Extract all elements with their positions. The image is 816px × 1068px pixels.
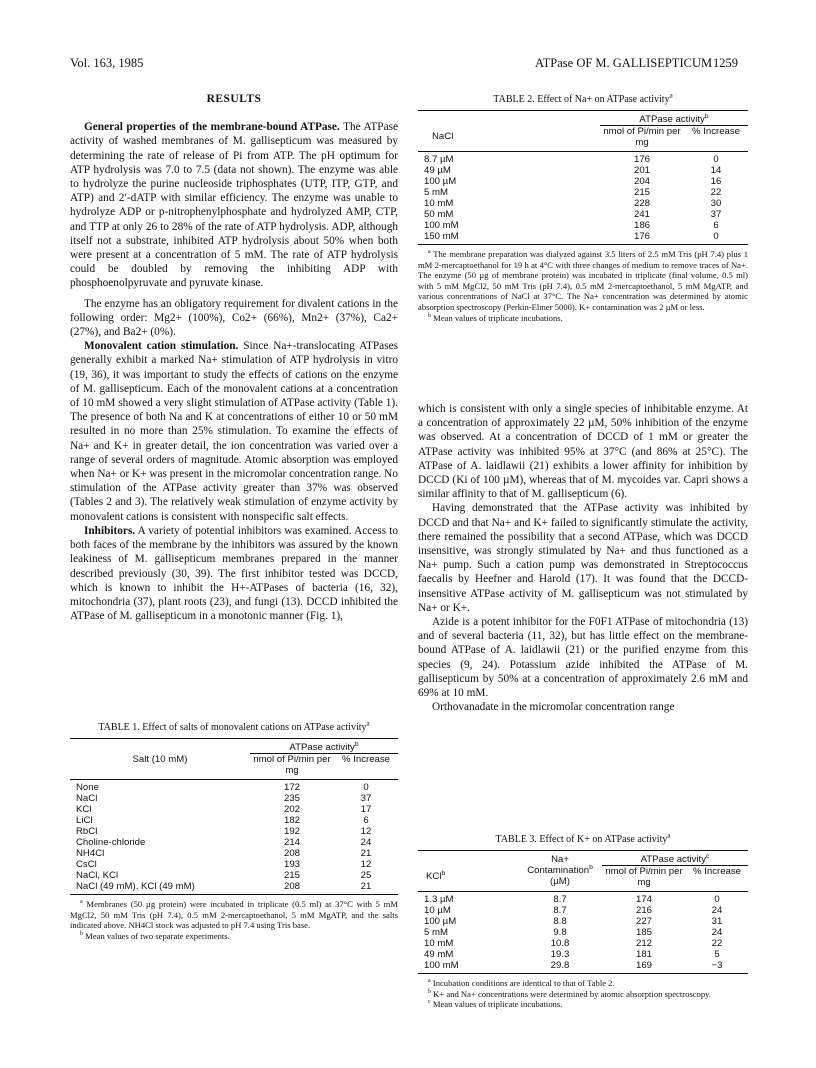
table-row — [70, 859, 398, 870]
table-cell: 5 — [714, 949, 720, 960]
column-group-header: ATPase activity$^b$ — [250, 739, 398, 754]
left-column — [70, 92, 398, 623]
run-in-heading: Monovalent cation stimulation. — [84, 340, 239, 353]
table-cell: NH4Cl — [76, 848, 105, 859]
table-cell: 24 — [360, 837, 372, 848]
paragraph-text: The ATPase activity of washed membranes of M. gallisepticum was measured by determining the rate of release of Pi from ATP. The pH optimum for ATP hydrolysis was 7.0 to 7.5 (data not shown). The enzyme was able to hydrolyze the purine nucleoside triphosphates (UTP, ITP, GTP, and ATP) and 2′-dATP with similar efficiency. The enzyme was unable to hydrolyze ADP or p-nitrophenylphosphate and hydrolyzed AMP, CTP, and TTP at only 26 to 28% of the rate of ATP hydrolysis. ADP, although itself not a substrate, inhibited ATP hydrolysis about 50% when both were present at a concentration of 5 mM. The rate of ATP hydrolysis could be doubled by removing the inhibiting ADP with phosphoenolpyruvate and pyruvate kinase. — [70, 121, 398, 290]
table-row — [418, 165, 748, 176]
table-cell: 8.7 — [553, 905, 567, 916]
table-cell: 24 — [711, 927, 723, 938]
table-cell: 14 — [710, 165, 722, 176]
table-cell: 10 mM — [424, 938, 454, 949]
data-table — [418, 110, 748, 245]
table-row — [418, 176, 748, 187]
table-cell: 0 — [714, 894, 720, 905]
table-cell: 216 — [635, 905, 652, 916]
table-cell: 8.7 — [553, 894, 567, 905]
footnote: $^b$ Mean values of triplicate incubations. — [428, 312, 563, 323]
section-heading: RESULTS — [206, 93, 262, 105]
paragraph-text: A variety of potential inhibitors was examined. Access to both faces of the membrane by the inhibitors was assured by the known leakiness of M. gallisepticum membranes prepared in the manner described previously (30, 39). The first inhibitor tested was DCCD, which is known to inhibit the H+-ATPases of bacteria (16, 32), mitochondria (37), plant roots (23), and fungi (13). DCCD inhibited the ATPase of M. gallisepticum in a monotonic manner (Fig. 1), — [70, 524, 399, 623]
table-cell: 10 µM — [424, 905, 451, 916]
table-cell: 185 — [635, 927, 652, 938]
table-row — [418, 949, 748, 960]
footnote: $^a$ Membranes (50 µg protein) were incubated in triplicate (0.5 ml) at 37°C with 5 mM MgCl2, 50 mM Tris (pH 7.4), 0.5 mM 2-mercaptoethanol, 5 mM MgATP, and the salts indicated above. NH4Cl stock was adjusted to pH 7.4 using Tris base. — [70, 899, 398, 931]
run-in-heading: General properties of the membrane-bound ATPase. — [84, 121, 340, 134]
table-row — [418, 960, 748, 974]
table-cell: 50 mM — [424, 209, 454, 220]
table-cell: 235 — [283, 793, 300, 804]
table-cell: 182 — [283, 815, 300, 826]
table-cell: 201 — [633, 165, 650, 176]
table-cell: 192 — [283, 826, 300, 837]
table-row — [70, 848, 398, 859]
column-header: KCl$^b$ — [426, 869, 446, 882]
table-3 — [418, 831, 748, 1010]
paragraph — [70, 524, 398, 623]
table-row — [70, 793, 398, 804]
table-cell: 241 — [633, 209, 650, 220]
table-cell: 193 — [283, 859, 300, 870]
table-cell: KCl — [76, 804, 92, 815]
table-cell: 37 — [710, 209, 722, 220]
footnote: $^b$ Mean values of two separate experiments. — [80, 930, 230, 941]
table-cell: 176 — [633, 231, 650, 242]
table-cell: 24 — [711, 905, 723, 916]
table-cell: 100 mM — [424, 220, 459, 231]
table-cell: 19.3 — [550, 949, 570, 960]
column-header: % Increase — [342, 754, 390, 765]
footnote: $^a$ The membrane preparation was dialyzed against 3.5 liters of 2.5 mM Tris (pH 7.4) plus 1 mM 2-mercaptoethanol for 19 h at 4°C with three changes of medium to remove traces of Na+. The enzyme (50 µg of membrane protein) was incubated in triplicate (final volume, 0.5 ml) with 5 mM MgCl2, 50 mM Tris (pH 7.4), 0.5 mM 2-mercaptoethanol, 5 mM MgATP, and various concentrations of NaCl at 37°C. The Na+ concentration was determined by atomic absorption spectroscopy (Perkin-Elmer 5000). K+ contamination was 2 µM or less. — [418, 249, 748, 312]
paragraph-text: Since Na+-translocating ATPases generally exhibit a marked Na+ stimulation of ATP hydrolysis in vitro (19, 36), it was important to study the effects of cations on the enzyme of M. gallisepticum. Each of the monovalent cations at a concentration of 10 mM showed a very slight stimulation of ATPase activity (Table 1). The presence of both Na and K at concentrations of either 10 or 50 mM resulted in no more than 25% stimulation. To examine the effects of Na+ and K+ in greater detail, the ion concentration was varied over a range of several orders of magnitude. Atomic absorption was employed when Na+ or K+ was present in the micromolar concentration range. No stimulation of the ATPase activity greater than 37% was observed (Tables 2 and 3). The relatively weak stimulation of enzyme activity by monovalent cations is consistent with nonspecific salt effects. — [70, 340, 398, 523]
table-caption: TABLE 1. Effect of salts of monovalent cations on ATPase activity$^a$ — [98, 719, 370, 733]
running-head-title: ATPase OF M. GALLISEPTICUM — [535, 56, 713, 70]
table-row — [70, 815, 398, 826]
column-header: Salt (10 mM) — [132, 753, 188, 765]
paragraph: Having demonstrated that the ATPase activity was inhibited by DCCD and that Na+ and K+ failed to significantly stimulate the activity, there remained the possibility that a second ATPase, which was DCCD insensitive, was strongly stimulated by Na+ and thus functioned as a Na+ pump. Such a cation pump was demonstrated in Streptococcus faecalis by Heefner and Harold (17). It was found that the DCCD-insensitive ATPase activity of M. gallisepticum was not stimulated by Na+ or K+. — [418, 502, 748, 614]
paragraph — [70, 339, 398, 524]
data-table — [70, 738, 398, 895]
table-footnotes — [70, 899, 398, 941]
table-cell: 25 — [360, 870, 372, 881]
table-row — [418, 916, 748, 927]
table-cell: 21 — [360, 881, 372, 892]
table-cell: 228 — [633, 198, 650, 209]
run-in-heading: Inhibitors. — [84, 524, 136, 537]
column-header: nmol of Pi/min per mg — [605, 866, 683, 888]
table-cell: 37 — [360, 793, 372, 804]
table-cell: 5 mM — [424, 187, 448, 198]
data-table — [418, 850, 748, 974]
table-cell: 176 — [633, 154, 650, 165]
table-row — [418, 152, 748, 166]
table-cell: 12 — [360, 826, 372, 837]
table-cell: 0 — [713, 154, 719, 165]
table-cell: 9.8 — [553, 927, 567, 938]
table-row — [418, 905, 748, 916]
table-cell: 0 — [363, 782, 369, 793]
table-cell: Choline-chloride — [76, 837, 146, 848]
table-cell: 5 mM — [424, 927, 448, 938]
table-row — [70, 780, 398, 794]
table-cell: 214 — [283, 837, 300, 848]
table-cell: LiCl — [76, 815, 93, 826]
table-1 — [70, 719, 398, 941]
table-cell: 169 — [635, 960, 652, 971]
table-cell: 174 — [635, 894, 652, 905]
paragraph: Orthovanadate in the micromolar concentration range — [432, 701, 675, 714]
table-cell: None — [76, 782, 99, 793]
table-cell: 12 — [360, 859, 372, 870]
table-cell: 10 mM — [424, 198, 454, 209]
table-cell: RbCl — [76, 826, 98, 837]
paragraph: which is consistent with only a single species of inhibitable enzyme. At a concentration of approximately 22 µM, 50% inhibition of the enzyme was observed. At a concentration of DCCD of 1 mM or greater the ATPase activity was inhibited 95% at 37°C (and 86% at 25°C). The ATPase of A. laidlawii (21) exhibits a lower affinity for inhibition by DCCD (Ki of 100 µM), whereas that of M. mycoides var. Capri shows a similar affinity to that of M. gallisepticum (6). — [418, 403, 748, 501]
table-cell: 6 — [363, 815, 369, 826]
table-cell: 8.7 µM — [424, 154, 454, 165]
table-cell: 204 — [633, 176, 650, 187]
table-cell: 227 — [635, 916, 652, 927]
table-cell: 10.8 — [550, 938, 570, 949]
table-cell: 0 — [713, 231, 719, 242]
table-cell: 172 — [283, 782, 300, 793]
table-caption: TABLE 3. Effect of K+ on ATPase activity$^a$ — [495, 831, 671, 845]
table-row — [418, 209, 748, 220]
table-cell: 100 mM — [424, 960, 459, 971]
table-row — [70, 870, 398, 881]
table-cell: 22 — [710, 187, 722, 198]
column-header: % Increase — [692, 126, 740, 137]
table-row — [418, 220, 748, 231]
table-cell: 31 — [711, 916, 723, 927]
paragraph: The enzyme has an obligatory requirement for divalent cations in the following order: Mg2+ (100%), Co2+ (66%), Mn2+ (37%), Ca2+ (27%), and Ba2+ (0%). — [70, 297, 398, 339]
footnote: $^a$ Incubation conditions are identical to that of Table 2. — [428, 978, 615, 988]
table-cell: 150 mM — [424, 231, 459, 242]
table-cell: 215 — [633, 187, 650, 198]
table-row — [418, 927, 748, 938]
table-footnotes — [418, 978, 748, 1010]
table-cell: 212 — [635, 938, 652, 949]
table-cell: 21 — [360, 848, 372, 859]
table-cell: 100 µM — [424, 176, 457, 187]
table-cell: 1.3 µM — [424, 894, 454, 905]
column-group-header: ATPase activity$^b$ — [600, 111, 748, 126]
table-2 — [418, 91, 748, 323]
table-cell: NaCl — [76, 793, 98, 804]
table-row — [418, 892, 748, 906]
table-cell: 208 — [283, 881, 300, 892]
table-cell: NaCl, KCl — [76, 870, 119, 881]
table-cell: 30 — [710, 198, 722, 209]
table-cell: 8.8 — [553, 916, 567, 927]
column-header: Na+ Contamination$^b$ (µM) — [527, 854, 593, 887]
table-cell: 215 — [283, 870, 300, 881]
table-row — [418, 231, 748, 245]
table-cell: −3 — [711, 960, 723, 971]
table-cell: 181 — [635, 949, 652, 960]
table-cell: 17 — [360, 804, 372, 815]
table-cell: CsCl — [76, 859, 97, 870]
table-cell: 22 — [711, 938, 723, 949]
table-cell: 208 — [283, 848, 300, 859]
table-row — [418, 938, 748, 949]
table-caption: TABLE 2. Effect of Na+ on ATPase activity$^a$ — [493, 91, 673, 105]
table-row — [70, 881, 398, 895]
column-header: NaCl — [432, 131, 454, 142]
table-cell: 6 — [713, 220, 719, 231]
table-row — [70, 826, 398, 837]
table-row — [70, 837, 398, 848]
table-cell: 29.8 — [550, 960, 570, 971]
table-row — [418, 198, 748, 209]
column-header: nmol of Pi/min per mg — [253, 754, 331, 776]
running-head-volume: Vol. 163, 1985 — [70, 56, 144, 70]
column-group-header: ATPase activity$^c$ — [602, 851, 748, 866]
paragraph — [70, 120, 398, 290]
column-header: % Increase — [693, 866, 741, 877]
table-cell: 49 µM — [424, 165, 451, 176]
right-column — [418, 402, 748, 714]
footnote: $^c$ Mean values of triplicate incubations. — [428, 999, 563, 1010]
table-cell: NaCl (49 mM), KCl (49 mM) — [76, 881, 195, 892]
page-number: 1259 — [713, 56, 738, 70]
table-cell: 16 — [710, 176, 722, 187]
paragraph: Azide is a potent inhibitor for the F0F1 ATPase of mitochondria (13) and of several bacteria (11, 32), but has little effect on the membrane-bound ATPase of A. laidlawii (21) or the purified enzyme from this species (9, 24). Potassium azide inhibited the ATPase of M. gallisepticum by 50% at a concentration of approximately 2.6 mM and 69% at 10 mM. — [418, 616, 748, 700]
table-footnotes — [418, 249, 748, 323]
table-cell: 49 mM — [424, 949, 454, 960]
table-row — [70, 804, 398, 815]
table-cell: 100 µM — [424, 916, 457, 927]
table-row — [418, 187, 748, 198]
table-cell: 202 — [283, 804, 300, 815]
column-header: nmol of Pi/min per mg — [603, 126, 681, 148]
footnote: $^b$ K+ and Na+ concentrations were determined by atomic absorption spectroscopy. — [428, 988, 712, 999]
table-cell: 186 — [633, 220, 650, 231]
